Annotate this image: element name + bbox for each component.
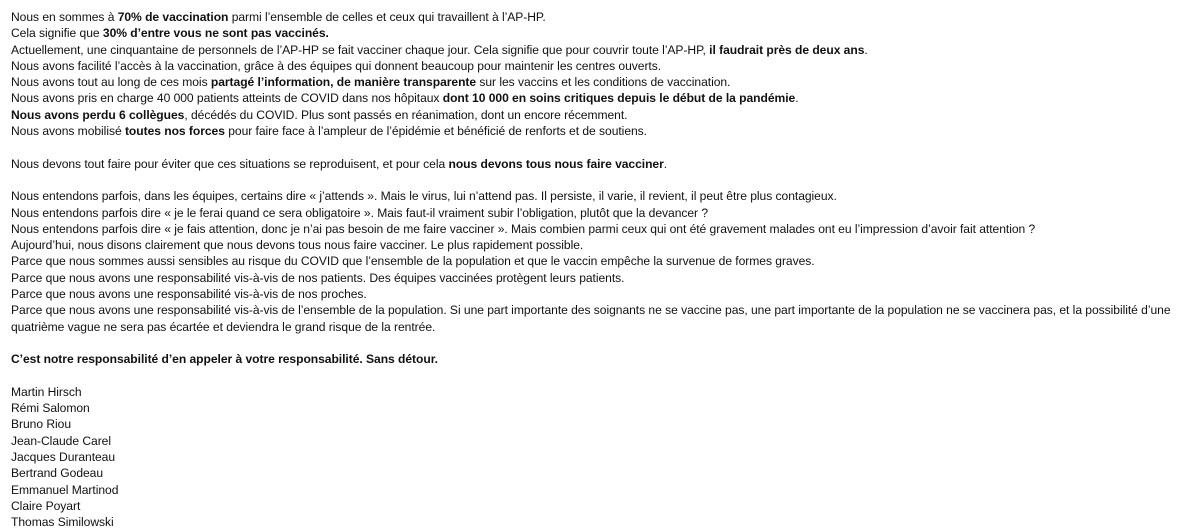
bold-text: 70% de vaccination	[117, 10, 229, 24]
bold-text: partagé l’information, de manière transparente	[210, 75, 477, 90]
text-run: Actuellement, une cinquantaine de personnels de l’AP-HP se fait vacciner chaque jour. Cela signifie que pour couvrir toute l’AP-HP,	[11, 42, 710, 57]
text-run: sur les vaccins et les conditions de vaccination.	[476, 75, 731, 90]
text-line	[11, 9, 1196, 25]
text-run: Nous devons tout faire pour éviter que ces situations se reproduisent, et pour cela	[11, 156, 449, 171]
text-line	[11, 482, 1196, 498]
text-run: Aujourd’hui, nous disons clairement que nous devons tous nous faire vacciner. Le plus rapidement possible.	[11, 238, 584, 253]
text-run: .	[864, 42, 868, 57]
text-run: Nous avons facilité l’accès à la vaccination, grâce à des équipes qui donnent beaucoup pour maintenir les centres ouverts.	[11, 58, 662, 73]
bold-text: il faudrait près de deux ans	[709, 42, 865, 57]
text-run: Parce que nous avons une responsabilité vis-à-vis de nos proches.	[11, 287, 367, 302]
text-run: Parce que nous sommes aussi sensibles au risque du COVID que l’ensemble de la population et que le vaccin empêche la survenue de formes graves.	[11, 254, 815, 269]
blank-line	[11, 139, 1196, 155]
bold-text: C’est notre responsabilité d’en appeler à votre responsabilité. Sans détour.	[11, 352, 438, 367]
text-line	[11, 384, 1196, 400]
text-line	[11, 188, 1196, 204]
text-line	[11, 433, 1196, 449]
text-run: parmi l’ensemble de celles et ceux qui travaillent à l’AP-HP.	[228, 10, 546, 24]
text-run: Martin Hirsch	[11, 384, 82, 399]
text-run: Thomas Similowski	[11, 515, 114, 530]
text-run: .	[795, 91, 799, 106]
text-line	[11, 286, 1196, 302]
text-line	[11, 400, 1196, 416]
bold-text: dont 10 000 en soins critiques depuis le début de la pandémie	[442, 91, 796, 106]
text-line	[11, 42, 1196, 58]
text-line	[11, 351, 1196, 367]
text-line	[11, 270, 1196, 286]
text-run: Parce que nous avons une responsabilité vis-à-vis de l’ensemble de la population. Si une part importante des soignants ne se vaccine pas, une part importante de la population ne se vaccinera pas, et la possibilité d’une quatrième vague ne sera pas écartée et deviendra le grand risque de la rentrée.	[11, 303, 1171, 334]
text-run: Bruno Riou	[11, 417, 72, 432]
text-run: Nous avons pris en charge 40 000 patients atteints de COVID dans nos hôpitaux	[11, 91, 443, 106]
text-line	[11, 107, 1196, 123]
bold-text: 30% d’entre vous ne sont pas vaccinés.	[102, 26, 329, 41]
blank-line	[11, 335, 1196, 351]
bold-text: Nous avons perdu 6 collègues	[11, 107, 185, 122]
text-run: Nous en sommes à	[11, 10, 118, 24]
text-run: Nous avons tout au long de ces mois	[11, 75, 211, 90]
text-line	[11, 237, 1196, 253]
text-line	[11, 123, 1196, 139]
text-run: Claire Poyart	[11, 498, 81, 513]
text-run: Nous entendons parfois, dans les équipes, certains dire « j’attends ». Mais le virus, lui n’attend pas. Il persiste, il varie, il revient, il peut être plus contagieux.	[11, 189, 837, 204]
bold-text: toutes nos forces	[124, 124, 225, 139]
text-run: Nous entendons parfois dire « je le ferai quand ce sera obligatoire ». Mais faut-il vraiment subir l’obligation, plutôt que la devancer ?	[11, 205, 709, 220]
document-body	[11, 9, 1196, 531]
text-line	[11, 514, 1196, 530]
text-run: Parce que nous avons une responsabilité vis-à-vis de nos patients. Des équipes vaccinées protègent leurs patients.	[11, 270, 625, 285]
text-line	[11, 156, 1196, 172]
blank-line	[11, 172, 1196, 188]
text-run: Emmanuel Martinod	[11, 482, 119, 497]
text-run: Jean-Claude Carel	[11, 433, 111, 448]
text-run: Cela signifie que	[11, 26, 103, 41]
text-line	[11, 465, 1196, 481]
text-line	[11, 302, 1196, 335]
bold-text: nous devons tous nous faire vacciner	[448, 156, 664, 171]
text-line	[11, 90, 1196, 106]
text-run: Jacques Duranteau	[11, 450, 116, 465]
text-run: .	[663, 156, 668, 171]
text-run: Nous entendons parfois dire « je fais attention, donc je n’ai pas besoin de me faire vacciner ». Mais combien parmi ceux qui ont été gravement malades ont eu l’impression d’avoir fait attention ?	[11, 221, 1036, 236]
text-run: Rémi Salomon	[11, 401, 90, 416]
text-line	[11, 205, 1196, 221]
text-line	[11, 221, 1196, 237]
text-line	[11, 74, 1196, 90]
text-line	[11, 498, 1196, 514]
text-run: pour faire face à l’ampleur de l’épidémie et bénéficié de renforts et de soutiens.	[224, 124, 647, 139]
text-line	[11, 25, 1196, 41]
text-line	[11, 253, 1196, 269]
text-run: Bertrand Godeau	[11, 466, 104, 481]
text-line	[11, 58, 1196, 74]
text-run: Nous avons mobilisé	[11, 124, 125, 139]
text-line	[11, 449, 1196, 465]
text-line	[11, 416, 1196, 432]
blank-line	[11, 368, 1196, 384]
text-run: , décédés du COVID. Plus sont passés en réanimation, dont un encore récemment.	[184, 107, 628, 122]
